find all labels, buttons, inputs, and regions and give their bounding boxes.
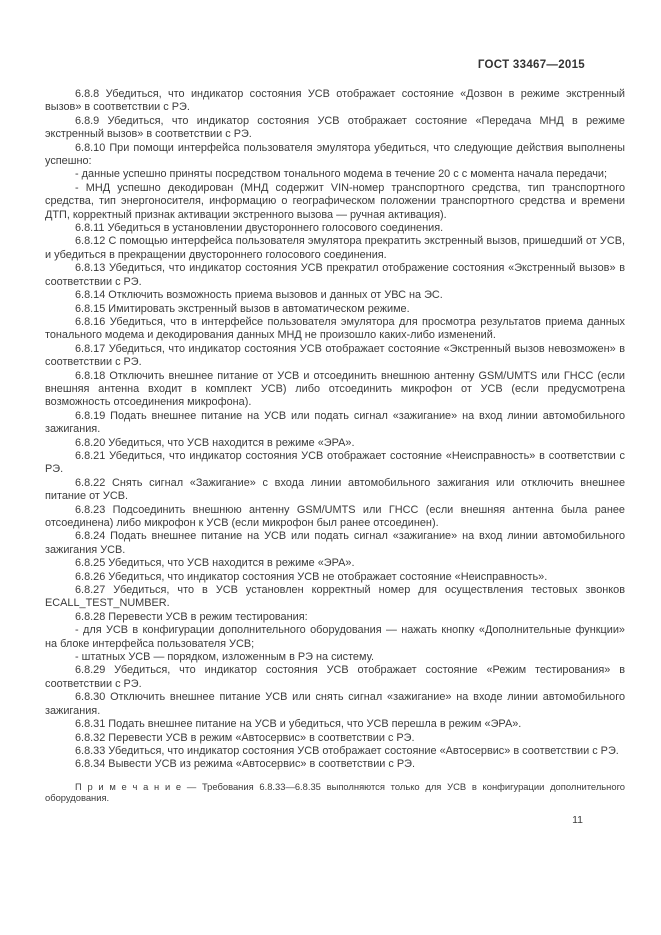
paragraph: 6.8.27 Убедиться, что в УСВ установлен корректный номер для осуществления тестовых звонков ECALL_TEST_NUMBER. <box>45 584 625 610</box>
paragraph: 6.8.28 Перевести УСВ в режим тестирования: <box>75 610 308 623</box>
paragraph: 6.8.31 Подать внешнее питание на УСВ и убедиться, что УСВ перешла в режим «ЭРА». <box>75 718 522 731</box>
paragraph: 6.8.16 Убедиться, что в интерфейсе пользователя эмулятора для просмотра результатов приема данных тонального модема и декодирования данных МНД не произошло каких-либо изменений. <box>45 315 625 342</box>
paragraph: 6.8.24 Подать внешнее питание на УСВ или подать сигнал «зажигание» на вход линии автомобильного зажигания УСВ. <box>45 530 625 556</box>
paragraph: 6.8.29 Убедиться, что индикатор состояния УСВ отображает состояние «Режим тестирования» в соответствии с РЭ. <box>45 664 625 690</box>
paragraph: 6.8.30 Отключить внешнее питание УСВ или снять сигнал «зажигание» на входе линии автомобильного зажигания. <box>45 691 625 717</box>
paragraph: 6.8.26 Убедиться, что индикатор состояния УСВ не отображает состояние «Неисправность». <box>75 570 548 583</box>
paragraph: 6.8.22 Снять сигнал «Зажигание» с входа линии автомобильного зажигания или отключить внешнее питание от УСВ. <box>45 476 625 503</box>
paragraph: 6.8.32 Перевести УСВ в режим «Автосервис» в соответствии с РЭ. <box>75 731 415 744</box>
page-number: 11 <box>572 813 583 826</box>
note-paragraph: П р и м е ч а н и е — Требования 6.8.33—6.8.35 выполняются только для УСВ в конфигурации дополнительного оборудования. <box>45 780 625 804</box>
paragraph: 6.8.17 Убедиться, что индикатор состояния УСВ отображает состояние «Экстренный вызов невозможен» в соответствии с РЭ. <box>45 342 625 369</box>
paragraph: - МНД успешно декодирован (МНД содержит VIN-номер транспортного средства, тип транспортного средства, тип энергоносителя, информацию о географическом положении транспортного средства и времени ДТП, корректный признак активации экстренного вызова — ручная активация). <box>45 181 625 221</box>
paragraph: 6.8.34 Вывести УСВ из режима «Автосервис» в соответствии с РЭ. <box>75 758 415 771</box>
paragraph: 6.8.25 Убедиться, что УСВ находится в режиме «ЭРА». <box>75 557 355 570</box>
paragraph: 6.8.18 Отключить внешнее питание от УСВ и отсоединить внешнюю антенну GSM/UMTS или ГНСС (если внешняя антенна входит в комплект УСВ) либо отсоединить микрофон от УСВ (если предусмотрена возможность отсоединения микрофона). <box>45 369 625 409</box>
paragraph: 6.8.14 Отключить возможность приема вызовов и данных от УВС на ЭС. <box>75 289 443 302</box>
paragraph: 6.8.12 С помощью интерфейса пользователя эмулятора прекратить экстренный вызов, пришедший от УСВ, и убедиться в прекращении двустороннего голосового соединения. <box>45 235 625 261</box>
paragraph: 6.8.19 Подать внешнее питание на УСВ или подать сигнал «зажигание» на вход линии автомобильного зажигания. <box>45 409 625 436</box>
standard-number-header: ГОСТ 33467—2015 <box>477 59 585 71</box>
paragraph: 6.8.20 Убедиться, что УСВ находится в режиме «ЭРА». <box>75 436 355 449</box>
paragraph: 6.8.11 Убедиться в установлении двустороннего голосового соединения. <box>75 222 444 235</box>
paragraph: 6.8.10 При помощи интерфейса пользователя эмулятора убедиться, что следующие действия выполнены успешно: <box>45 141 625 168</box>
paragraph: 6.8.15 Имитировать экстренный вызов в автоматическом режиме. <box>75 302 410 315</box>
paragraph: 6.8.8 Убедиться, что индикатор состояния УСВ отображает состояние «Дозвон в режиме экстренный вызов» в соответствии с РЭ. <box>45 88 625 114</box>
paragraph: 6.8.33 Убедиться, что индикатор состояния УСВ отображает состояние «Автосервис» в соответствии с РЭ. <box>75 744 619 757</box>
paragraph: - данные успешно приняты посредством тонального модема в течение 20 с с момента начала передачи; <box>75 168 608 181</box>
paragraph: 6.8.13 Убедиться, что индикатор состояния УСВ прекратил отображение состояния «Экстренный вызов» в соответствии с РЭ. <box>45 262 625 288</box>
paragraph: - для УСВ в конфигурации дополнительного оборудования — нажать кнопку «Дополнительные функции» на блоке интерфейса пользователя УСВ; <box>45 624 625 650</box>
document-body <box>45 88 625 772</box>
paragraph: - штатных УСВ — порядком, изложенным в РЭ на систему. <box>75 651 374 664</box>
paragraph: 6.8.9 Убедиться, что индикатор состояния УСВ отображает состояние «Передача МНД в режиме экстренный вызов» в соответствии с РЭ. <box>45 114 625 141</box>
paragraph: 6.8.21 Убедиться, что индикатор состояния УСВ отображает состояние «Неисправность» в соответствии с РЭ. <box>45 449 625 476</box>
paragraph: 6.8.23 Подсоединить внешнюю антенну GSM/UMTS или ГНСС (если внешняя антенна была ранее отсоединена) либо микрофон к УСВ (если микрофон был ранее отсоединен). <box>45 503 625 529</box>
